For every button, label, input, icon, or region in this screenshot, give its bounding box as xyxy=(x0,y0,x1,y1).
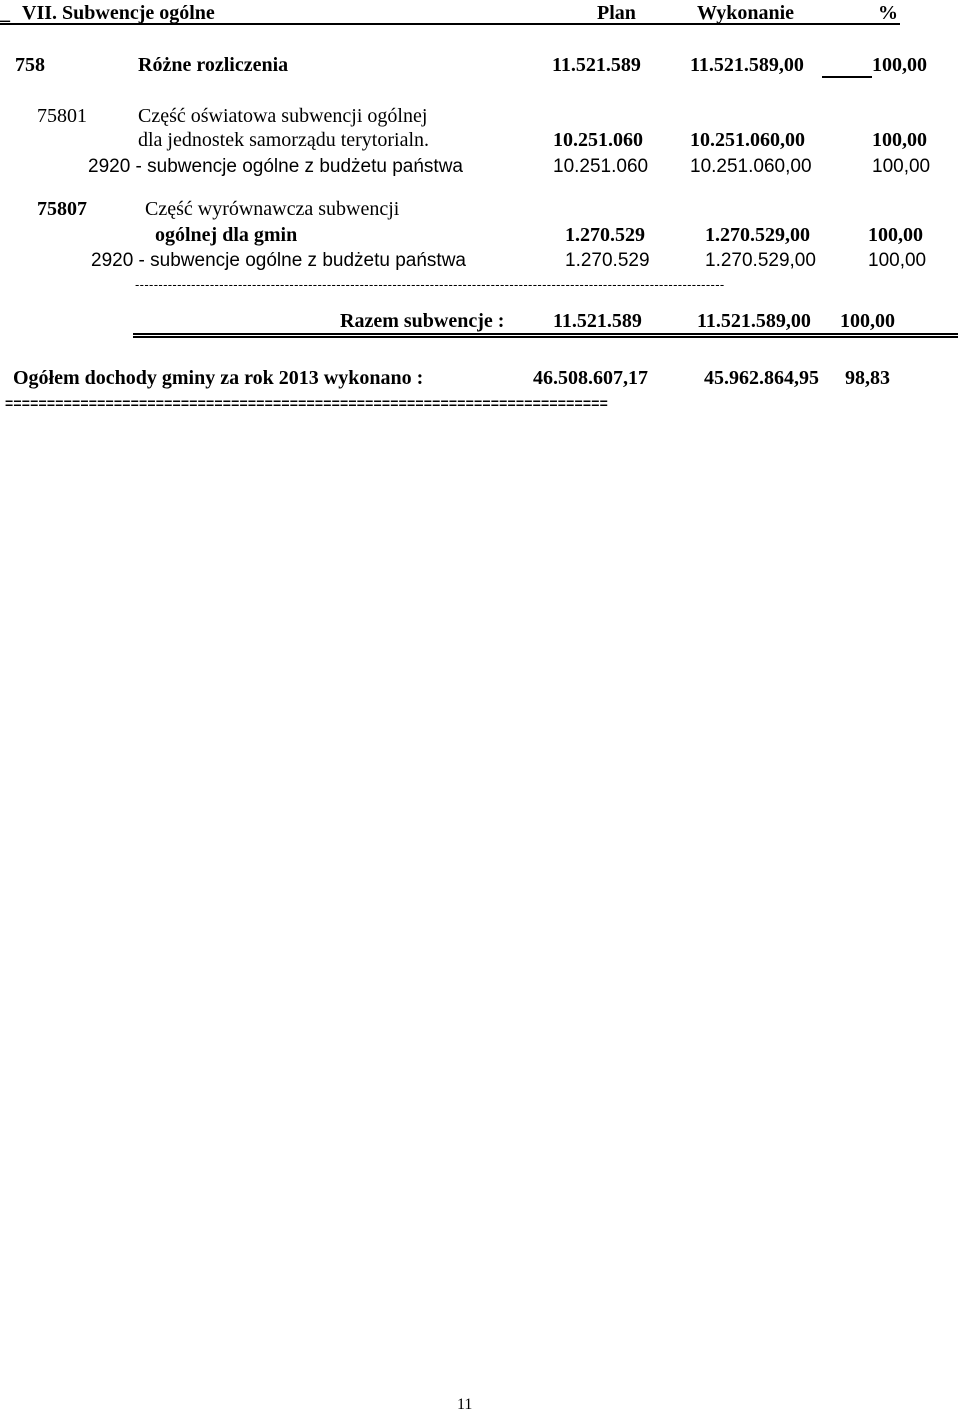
rozdzial-75801-item-wykonanie: 10.251.060,00 xyxy=(690,156,812,177)
ogolem-wykonanie: 45.962.864,95 xyxy=(704,367,819,389)
rozdzial-75807-item-text: 2920 - subwencje ogólne z budżetu państwa xyxy=(91,250,466,271)
razem-percent: 100,00 xyxy=(840,310,895,332)
rozdzial-75801-item-text: 2920 - subwencje ogólne z budżetu państwa xyxy=(88,156,463,177)
dzial-name: Różne rozliczenia xyxy=(138,54,289,76)
dzial-percent: 100,00 xyxy=(872,54,927,76)
header-underline xyxy=(0,23,900,25)
rozdzial-75801-code: 75801 xyxy=(37,105,87,127)
rozdzial-75801-item-percent: 100,00 xyxy=(872,156,931,177)
ogolem-percent: 98,83 xyxy=(845,367,890,389)
rozdzial-75807-item-percent: 100,00 xyxy=(868,250,927,271)
razem-plan: 11.521.589 xyxy=(553,310,642,332)
rozdzial-75807-item-wykonanie: 1.270.529,00 xyxy=(705,250,816,271)
equals-separator: ======================================================================== xyxy=(5,396,609,410)
dzial-code: 758 xyxy=(15,54,45,76)
rozdzial-75807-wykonanie: 1.270.529,00 xyxy=(705,224,810,246)
ogolem-plan: 46.508.607,17 xyxy=(533,367,648,389)
rozdzial-75801-item-plan: 10.251.060 xyxy=(553,156,649,177)
rozdzial-75807-plan: 1.270.529 xyxy=(565,224,645,246)
rozdzial-75807-item-plan: 1.270.529 xyxy=(565,250,650,271)
rozdzial-75801-name-line1: Część oświatowa subwencji ogólnej xyxy=(138,105,428,127)
column-header-percent: % xyxy=(878,2,898,24)
razem-label: Razem subwencje : xyxy=(340,310,505,332)
column-header-wykonanie: Wykonanie xyxy=(697,2,795,24)
razem-double-underline xyxy=(133,333,958,338)
rozdzial-75801-wykonanie: 10.251.060,00 xyxy=(690,129,805,151)
ogolem-label: Ogółem dochody gminy za rok 2013 wykonano : xyxy=(13,367,424,389)
section-title: VII. Subwencje ogólne xyxy=(22,2,215,24)
dzial-plan: 11.521.589 xyxy=(552,54,641,76)
dzial-underline xyxy=(822,76,872,78)
rozdzial-75801-percent: 100,00 xyxy=(872,129,927,151)
rozdzial-75801-plan: 10.251.060 xyxy=(553,129,643,151)
section-marker: _ xyxy=(0,2,10,24)
rozdzial-75807-name-line2: ogólnej dla gmin xyxy=(155,224,298,246)
page-number: 11 xyxy=(457,1396,473,1413)
rozdzial-75807-percent: 100,00 xyxy=(868,224,923,246)
rozdzial-75807-name-line1: Część wyrównawcza subwencji xyxy=(145,198,400,220)
razem-wykonanie: 11.521.589,00 xyxy=(697,310,811,332)
dashed-separator: ------------------------------------------------------------------------------------------------------------------------------ xyxy=(135,278,725,291)
rozdzial-75801-name-line2: dla jednostek samorządu terytorialn. xyxy=(138,129,430,151)
rozdzial-75807-code: 75807 xyxy=(37,198,87,220)
column-header-plan: Plan xyxy=(597,2,636,24)
dzial-wykonanie: 11.521.589,00 xyxy=(690,54,804,76)
